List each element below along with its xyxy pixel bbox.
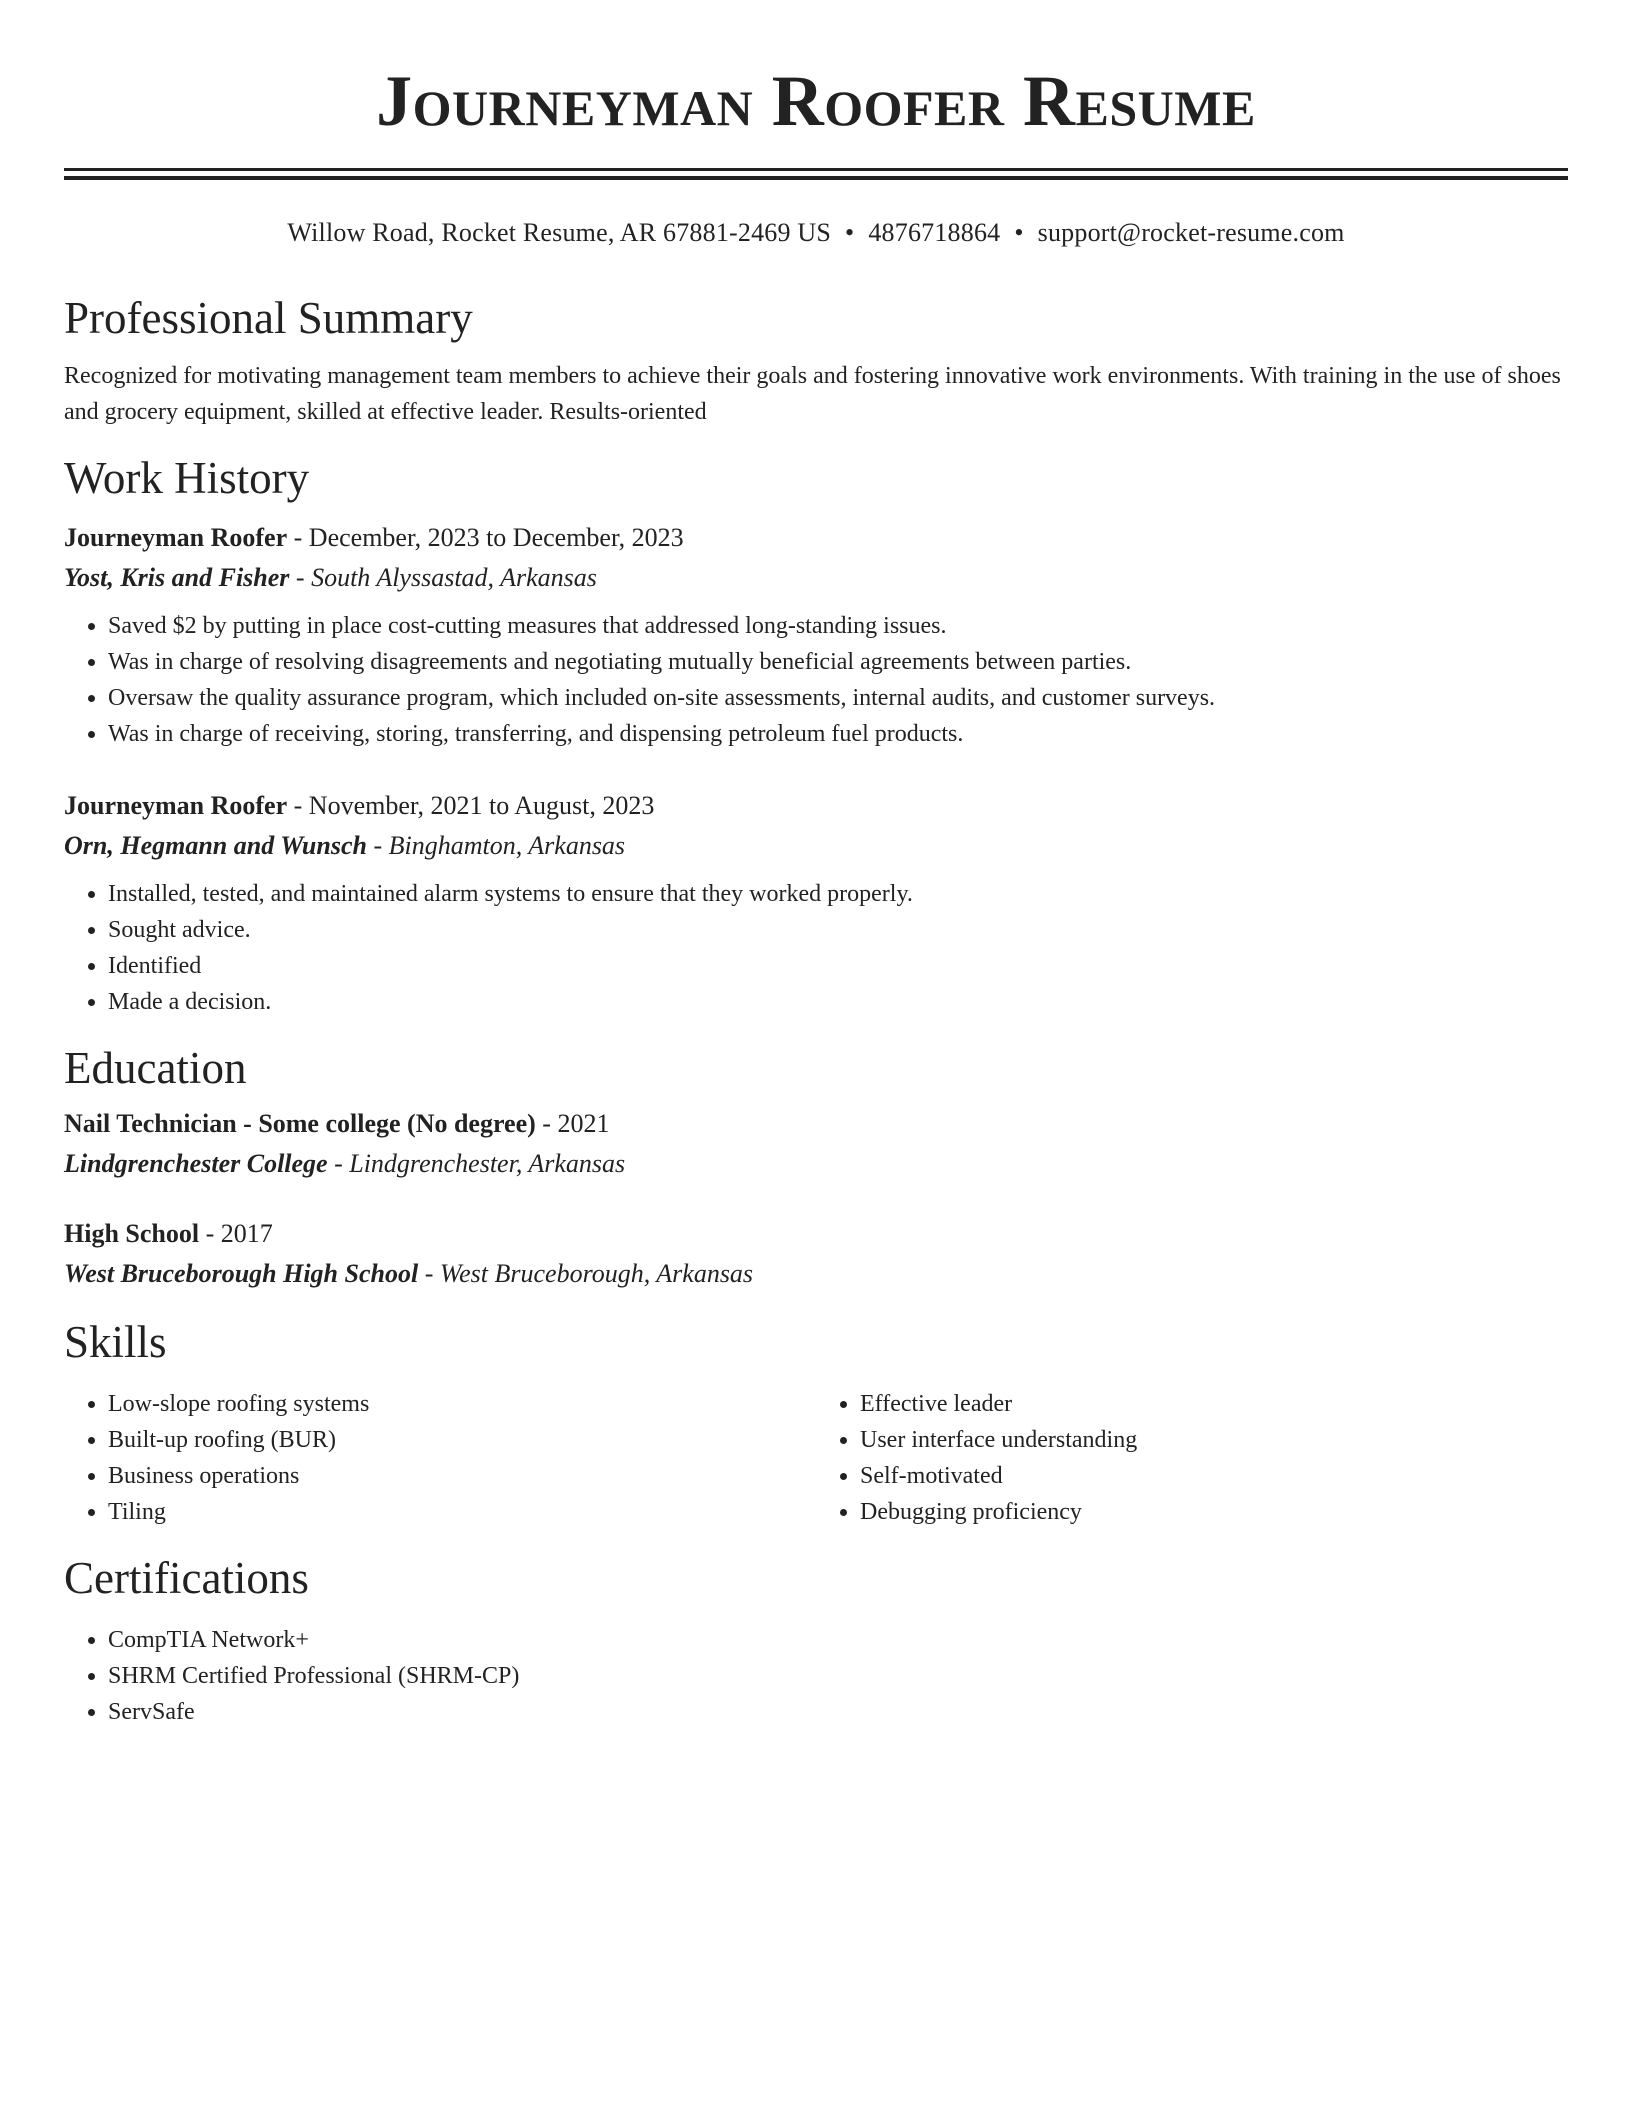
skills-columns [64,1386,1568,1530]
education-location: - West Bruceborough, Arkansas [418,1259,754,1288]
education-degree-line [64,1214,1568,1254]
contact-separator: • [845,218,855,247]
job-dates: - November, 2021 to August, 2023 [287,791,655,820]
skills-left-list [64,1386,816,1530]
job-entry [64,518,1568,752]
job-dates: - December, 2023 to December, 2023 [287,523,684,552]
skill-item: • Tiling [108,1494,816,1530]
job-company-line [64,558,1568,598]
education-degree: Nail Technician - Some college (No degree) [64,1109,536,1138]
job-title: Journeyman Roofer [64,523,288,552]
education-school: Lindgrenchester College [64,1149,328,1178]
skills-heading: Skills [64,1317,167,1367]
job-company-line [64,826,1568,866]
skill-item: • User interface understanding [860,1422,1568,1458]
job-bullet: • Saved $2 by putting in place cost-cutting measures that addressed long-standing issues. [108,608,1568,644]
job-location: - South Alyssastad, Arkansas [289,563,597,592]
education-school: West Bruceborough High School [64,1259,419,1288]
job-title-line [64,518,1568,558]
summary-heading: Professional Summary [64,293,473,343]
skill-item: • Low-slope roofing systems [108,1386,816,1422]
education-school-line [64,1254,1568,1294]
certification-item: • CompTIA Network+ [108,1622,1568,1658]
contact-address: Willow Road, Rocket Resume, AR 67881-2469 US [287,218,832,247]
job-company: Yost, Kris and Fisher [64,563,290,592]
certifications-heading: Certifications [64,1553,309,1603]
education-entry [64,1104,1568,1184]
job-title-line [64,786,1568,826]
job-bullet: • Made a decision. [108,984,1568,1020]
education-degree: High School [64,1219,200,1248]
job-company: Orn, Hegmann and Wunsch [64,831,367,860]
education-year: - 2021 [535,1109,610,1138]
job-bullet: • Installed, tested, and maintained alarm systems to ensure that they worked properly. [108,876,1568,912]
skill-item: • Self-motivated [860,1458,1568,1494]
job-bullet: • Was in charge of resolving disagreements and negotiating mutually beneficial agreements between parties. [108,644,1568,680]
title-divider [64,168,1568,180]
summary-text: Recognized for motivating management team members to achieve their goals and fostering innovative work environments. With training in the use of shoes and grocery equipment, skilled at effective leader. Results-oriented [64,363,1561,425]
job-bullet: • Identified [108,948,1568,984]
job-bullets [64,608,1568,752]
education-location: - Lindgrenchester, Arkansas [327,1149,626,1178]
job-title: Journeyman Roofer [64,791,288,820]
certifications-list [64,1622,1568,1730]
education-year: - 2017 [199,1219,273,1248]
certification-item: • SHRM Certified Professional (SHRM-CP) [108,1658,1568,1694]
skill-item: • Business operations [108,1458,816,1494]
skill-item: • Built-up roofing (BUR) [108,1422,816,1458]
job-bullet: • Sought advice. [108,912,1568,948]
skill-item: • Debugging proficiency [860,1494,1568,1530]
contact-line [64,216,1568,250]
education-school-line [64,1144,1568,1184]
certification-item: • ServSafe [108,1694,1568,1730]
education-entry [64,1214,1568,1294]
resume-title: Journeyman Roofer Resume [376,61,1256,141]
skill-item: • Effective leader [860,1386,1568,1422]
education-degree-line [64,1104,1568,1144]
skills-right-list [816,1386,1568,1530]
contact-separator: • [1014,218,1024,247]
contact-phone: 4876718864 [868,218,1001,247]
education-heading: Education [64,1043,247,1093]
job-bullet: • Oversaw the quality assurance program, which included on-site assessments, internal audits, and customer surveys. [108,680,1568,716]
job-bullet: • Was in charge of receiving, storing, transferring, and dispensing petroleum fuel products. [108,716,1568,752]
job-entry [64,786,1568,1020]
contact-email: support@rocket-resume.com [1037,218,1345,247]
job-location: - Binghamton, Arkansas [366,831,626,860]
job-bullets [64,876,1568,1020]
work-history-heading: Work History [64,453,310,503]
